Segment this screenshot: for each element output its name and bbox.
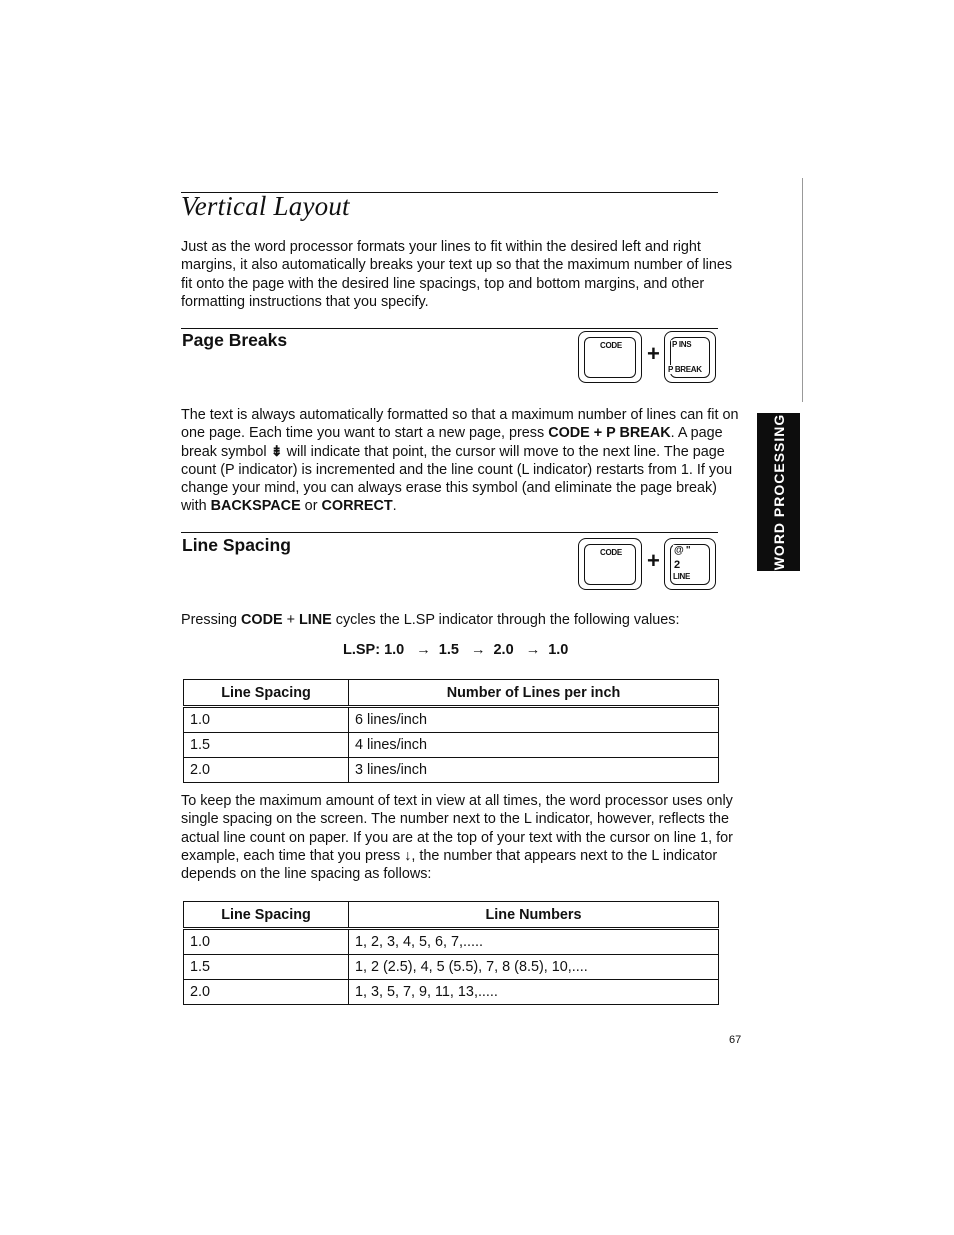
line-spacing-paragraph: [181, 611, 746, 629]
table-cell: 1.5: [184, 733, 349, 758]
table-cell: 1, 2, 3, 4, 5, 6, 7,.....: [349, 929, 719, 955]
line-key-icon: [664, 538, 716, 590]
table-cell: 1.0: [184, 707, 349, 733]
table-cell: 2.0: [184, 758, 349, 783]
line-key-label: LINE: [673, 572, 691, 581]
line-numbers-table: [183, 901, 719, 1005]
section-side-tab: [757, 413, 800, 571]
page-number: 67: [729, 1034, 742, 1046]
line-spacing-heading: Line Spacing: [182, 535, 291, 555]
intro-paragraph: [181, 238, 746, 311]
arrow-right-icon: →: [525, 642, 541, 658]
pbreak-key-label: P BREAK: [668, 365, 702, 374]
page-break-keys: [578, 331, 720, 387]
plus-sign: +: [647, 548, 660, 573]
text-segment: The text is always automatically formatted so that a maximum number of lines can fit on one page. Each time you want to start a new page, press: [181, 407, 739, 442]
intro-text: Just as the word processor formats your lines to fit within the desired left and right margins, it also automatically breaks your text up so that the maximum number of lines fit onto the page with the desired line spacings, top and bottom margins, and other formatting instructions that you specify.: [181, 239, 733, 310]
line-spacing-text: [181, 611, 746, 629]
margin-line: [802, 178, 803, 402]
lsp-value: 2.0: [493, 642, 514, 658]
lsp-value: 1.5: [438, 642, 459, 658]
lsp-value: 1.0: [548, 642, 569, 658]
line-spacing-rule: [181, 532, 718, 533]
arrow-right-icon: →: [470, 642, 486, 658]
lsp-cycle: [343, 642, 568, 658]
table-header: Line Spacing: [184, 902, 349, 929]
table-cell: 3 lines/inch: [349, 758, 719, 783]
code-key-icon: [578, 331, 642, 383]
at-quote-key-label: @ ": [674, 545, 691, 556]
page-title: Vertical Layout: [181, 191, 350, 221]
lines-per-inch-table: [183, 679, 719, 783]
code-key-text: CODE: [241, 612, 283, 628]
code-key-icon: [578, 538, 642, 590]
two-key-label: 2: [674, 559, 680, 571]
plus-sign: +: [647, 341, 660, 366]
lsp-start: L.SP: 1.0: [343, 642, 405, 658]
backspace-key: BACKSPACE: [210, 498, 301, 515]
correct-key: CORRECT: [321, 498, 393, 515]
pins-key-label: P INS: [672, 340, 692, 349]
page-break-symbol-icon: ⇟: [270, 443, 283, 460]
table-cell: 1, 3, 5, 7, 9, 11, 13,.....: [349, 980, 719, 1005]
table-header-row: [184, 680, 719, 707]
table-header-row: [184, 902, 719, 929]
text-segment: .: [392, 498, 397, 515]
side-tab-label: WORD PROCESSING: [770, 413, 787, 571]
middle-paragraph: [181, 792, 741, 883]
table-cell: 1, 2 (2.5), 4, 5 (5.5), 7, 8 (8.5), 10,....: [349, 955, 719, 980]
middle-text: To keep the maximum amount of text in view at all times, the word processor uses only single spacing on the screen. The number next to the L indicator, however, reflects the actual line count on paper. If you are at the top of your text with the cursor on line 1, for example, each time that you press ↓, the number that appears next to the L indicator depends on the line spacing as follows:: [181, 793, 733, 883]
table-cell: 6 lines/inch: [349, 707, 719, 733]
table-row: [184, 980, 719, 1005]
table-cell: 1.0: [184, 929, 349, 955]
text-segment: will indicate that point, the cursor will move to the next line. The page count (P indicator) is incremented and the line count (L indicator) restarts from 1. If you change your mind, you can always erase this symbol (and eliminate the page break) with: [181, 443, 733, 515]
page-breaks-rule: [181, 328, 718, 329]
table-cell: 2.0: [184, 980, 349, 1005]
page-breaks-heading: Page Breaks: [182, 330, 288, 350]
text-segment: or: [300, 498, 322, 515]
pbreak-key-icon: [664, 331, 716, 383]
text-segment: cycles the L.SP indicator through the following values:: [331, 612, 680, 628]
code-key-label: CODE: [600, 548, 622, 557]
code-key-label: CODE: [600, 341, 622, 350]
text-segment: . A page break symbol: [181, 425, 723, 460]
table-row: [184, 758, 719, 783]
table-row: [184, 929, 719, 955]
arrow-right-icon: →: [416, 642, 431, 658]
table-row: [184, 733, 719, 758]
text-segment: Pressing: [181, 612, 241, 628]
page-breaks-paragraph: [181, 406, 741, 516]
code-pbreak-keys: CODE + P BREAK: [548, 425, 671, 442]
line-key-text: LINE: [298, 612, 332, 628]
table-row: [184, 707, 719, 733]
table-header: Line Numbers: [349, 902, 719, 929]
table-row: [184, 955, 719, 980]
table-cell: 1.5: [184, 955, 349, 980]
page-breaks-text: [181, 406, 741, 516]
table-cell: 4 lines/inch: [349, 733, 719, 758]
line-spacing-keys: [578, 538, 720, 594]
text-segment: +: [282, 612, 299, 628]
table-header: Number of Lines per inch: [349, 680, 719, 707]
table-header: Line Spacing: [184, 680, 349, 707]
